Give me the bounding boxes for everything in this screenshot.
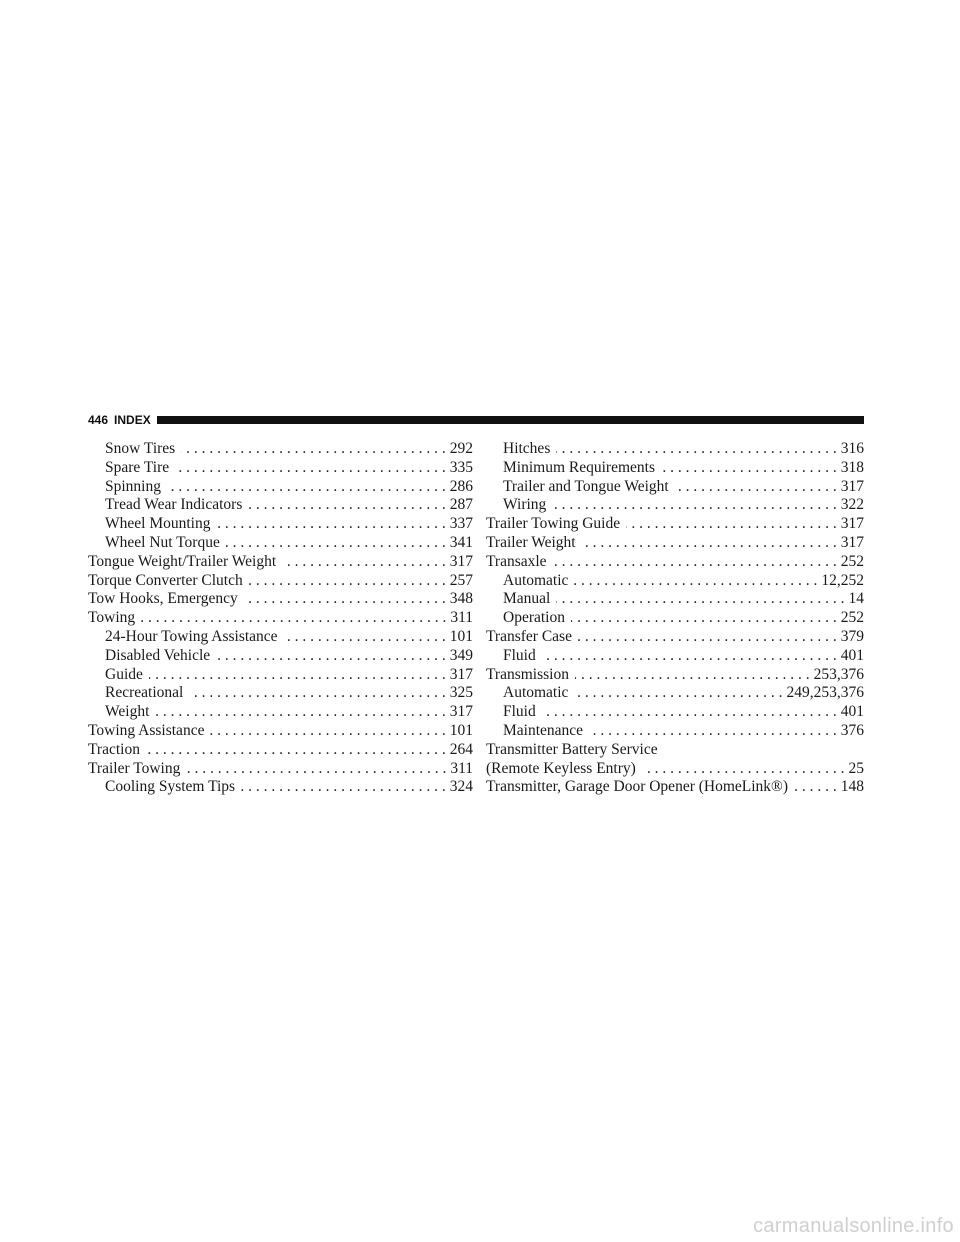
entry-pages: 317 — [840, 515, 864, 533]
dot-leader — [284, 628, 446, 647]
entry-label: Recreational — [105, 684, 184, 702]
dot-leader — [582, 534, 837, 553]
dot-leader — [216, 515, 445, 534]
entry-pages: 379 — [840, 627, 864, 645]
entry-label: Trailer and Tongue Weight — [503, 477, 669, 495]
entry-label: Disabled Vehicle — [105, 646, 211, 664]
dot-leader — [574, 572, 817, 591]
dot-leader — [249, 572, 446, 591]
entry-pages: 101 — [449, 721, 473, 739]
entry-pages: 317 — [449, 703, 473, 721]
entry-label: Transmission — [486, 665, 569, 683]
dot-leader — [141, 609, 446, 628]
entry-label: Tongue Weight/Trailer Weight — [88, 552, 277, 570]
entry-label: Fluid — [503, 646, 536, 664]
entry-label: Automatic — [503, 684, 569, 702]
entry-label: (Remote Keyless Entry) — [486, 759, 636, 777]
entry-pages: 341 — [449, 533, 473, 551]
entry-label: Wheel Mounting — [105, 515, 211, 533]
dot-leader — [146, 741, 446, 760]
entry-label: Trailer Weight — [486, 533, 576, 551]
entry-pages: 335 — [449, 458, 473, 476]
entry-pages: 322 — [840, 496, 864, 514]
index-entry — [486, 741, 864, 760]
dot-leader — [556, 590, 844, 609]
dot-leader — [574, 684, 782, 703]
index-entry — [88, 666, 473, 685]
section-title: INDEX — [114, 413, 151, 427]
index-entry — [88, 459, 473, 478]
dot-leader — [175, 459, 446, 478]
index-entry — [88, 684, 473, 703]
entry-label: Spinning — [105, 477, 161, 495]
entry-label: Cooling System Tips — [105, 778, 236, 796]
entry-pages: 287 — [449, 496, 473, 514]
dot-leader — [642, 760, 845, 779]
entry-label: Automatic — [503, 571, 569, 589]
entry-pages: 349 — [449, 646, 473, 664]
entry-pages: 292 — [449, 440, 473, 457]
dot-leader — [167, 478, 446, 497]
entry-label: 24-Hour Towing Assistance — [105, 627, 278, 645]
entry-label: Fluid — [503, 703, 536, 721]
index-entry — [486, 478, 864, 497]
entry-label: Trailer Towing — [88, 759, 181, 777]
dot-leader — [155, 703, 445, 722]
dot-leader — [210, 722, 445, 741]
page-header — [88, 410, 864, 430]
entry-pages: 317 — [840, 533, 864, 551]
index-entry — [88, 647, 473, 666]
dot-leader — [542, 703, 837, 722]
index-column-left — [88, 440, 473, 797]
index-entry — [486, 534, 864, 553]
dot-leader — [794, 778, 837, 797]
index-entry — [486, 496, 864, 515]
entry-pages: 317 — [840, 477, 864, 495]
index-entry — [88, 478, 473, 497]
dot-leader — [571, 609, 837, 628]
entry-pages: 286 — [449, 477, 473, 495]
entry-pages: 317 — [449, 552, 473, 570]
entry-pages: 253,376 — [813, 665, 864, 683]
entry-pages: 12,252 — [821, 571, 864, 589]
index-entry — [88, 741, 473, 760]
entry-pages: 316 — [840, 440, 864, 457]
entry-pages: 337 — [449, 515, 473, 533]
entry-label: Operation — [503, 609, 565, 627]
entry-pages: 318 — [840, 458, 864, 476]
entry-pages: 348 — [449, 590, 473, 608]
dot-leader — [244, 590, 446, 609]
index-entry — [88, 760, 473, 779]
entry-pages: 252 — [840, 552, 864, 570]
index-entry — [486, 722, 864, 741]
entry-pages: 148 — [840, 778, 864, 796]
dot-leader — [282, 553, 446, 572]
index-entry — [486, 778, 864, 797]
index-entry — [88, 778, 473, 797]
index-entry — [88, 496, 473, 515]
entry-pages: 324 — [449, 778, 473, 796]
index-entry — [88, 534, 473, 553]
entry-pages: 325 — [449, 684, 473, 702]
dot-leader — [556, 440, 836, 459]
entry-pages: 264 — [449, 740, 473, 758]
entry-label: Snow Tires — [105, 440, 176, 457]
dot-leader — [661, 459, 837, 478]
dot-leader — [626, 515, 837, 534]
index-entry — [486, 459, 864, 478]
dot-leader — [578, 628, 837, 647]
dot-leader — [248, 496, 445, 515]
entry-pages: 14 — [848, 590, 864, 608]
index-entry — [486, 684, 864, 703]
entry-pages: 317 — [449, 665, 473, 683]
index-entry — [88, 628, 473, 647]
entry-label: Minimum Requirements — [503, 458, 655, 476]
entry-label: Tow Hooks, Emergency — [88, 590, 238, 608]
dot-leader — [186, 760, 446, 779]
index-entry — [88, 553, 473, 572]
entry-pages: 311 — [450, 609, 473, 627]
entry-pages: 401 — [840, 703, 864, 721]
entry-pages: 376 — [840, 721, 864, 739]
index-entry — [88, 609, 473, 628]
index-entry — [88, 703, 473, 722]
entry-label: Spare Tire — [105, 458, 170, 476]
index-entry — [88, 515, 473, 534]
page-number: 446 — [88, 413, 109, 427]
index-entry — [486, 590, 864, 609]
index-entry — [486, 572, 864, 591]
entry-label: Wheel Nut Torque — [105, 533, 220, 551]
index-entry — [486, 647, 864, 666]
dot-leader — [241, 778, 446, 797]
entry-label: Transmitter, Garage Door Opener (HomeLink®) — [486, 778, 788, 796]
index-entry — [88, 590, 473, 609]
entry-pages: 311 — [450, 759, 473, 777]
entry-label: Transaxle — [486, 552, 547, 570]
index-entry — [486, 440, 864, 459]
dot-leader — [181, 440, 446, 459]
index-entry — [486, 553, 864, 572]
index-column-right — [486, 440, 864, 797]
dot-leader — [553, 553, 837, 572]
index-entry — [88, 722, 473, 741]
header-rule — [157, 416, 864, 424]
dot-leader — [552, 496, 836, 515]
entry-label: Towing — [88, 609, 136, 627]
entry-label: Hitches — [503, 440, 551, 457]
entry-pages: 257 — [449, 571, 473, 589]
entry-label: Trailer Towing Guide — [486, 515, 621, 533]
index-entry — [88, 572, 473, 591]
index-entry — [486, 703, 864, 722]
index-entry — [486, 628, 864, 647]
entry-label: Tread Wear Indicators — [105, 496, 243, 514]
dot-leader — [589, 722, 837, 741]
entry-pages: 25 — [848, 759, 864, 777]
dot-leader — [542, 647, 837, 666]
entry-label: Torque Converter Clutch — [88, 571, 243, 589]
watermark: carmanualsonline.info — [753, 1215, 954, 1237]
entry-label: Traction — [88, 740, 140, 758]
index-entry — [88, 440, 473, 459]
dot-leader — [189, 684, 445, 703]
entry-pages: 249,253,376 — [786, 684, 864, 702]
dot-leader — [226, 534, 446, 553]
index-entry — [486, 760, 864, 779]
entry-label: Manual — [503, 590, 551, 608]
entry-pages: 101 — [449, 627, 473, 645]
entry-label: Transmitter Battery Service — [486, 740, 658, 758]
entry-pages: 252 — [840, 609, 864, 627]
dot-leader — [675, 478, 837, 497]
dot-leader — [149, 666, 446, 685]
entry-label: Wiring — [503, 496, 547, 514]
entry-label: Weight — [105, 703, 150, 721]
dot-leader — [216, 647, 446, 666]
entry-label: Transfer Case — [486, 627, 572, 645]
index-entry — [486, 666, 864, 685]
entry-pages: 401 — [840, 646, 864, 664]
entry-label: Maintenance — [503, 721, 584, 739]
entry-label: Guide — [105, 665, 143, 683]
index-entry — [486, 609, 864, 628]
dot-leader — [575, 666, 810, 685]
index-entry — [486, 515, 864, 534]
entry-label: Towing Assistance — [88, 721, 205, 739]
